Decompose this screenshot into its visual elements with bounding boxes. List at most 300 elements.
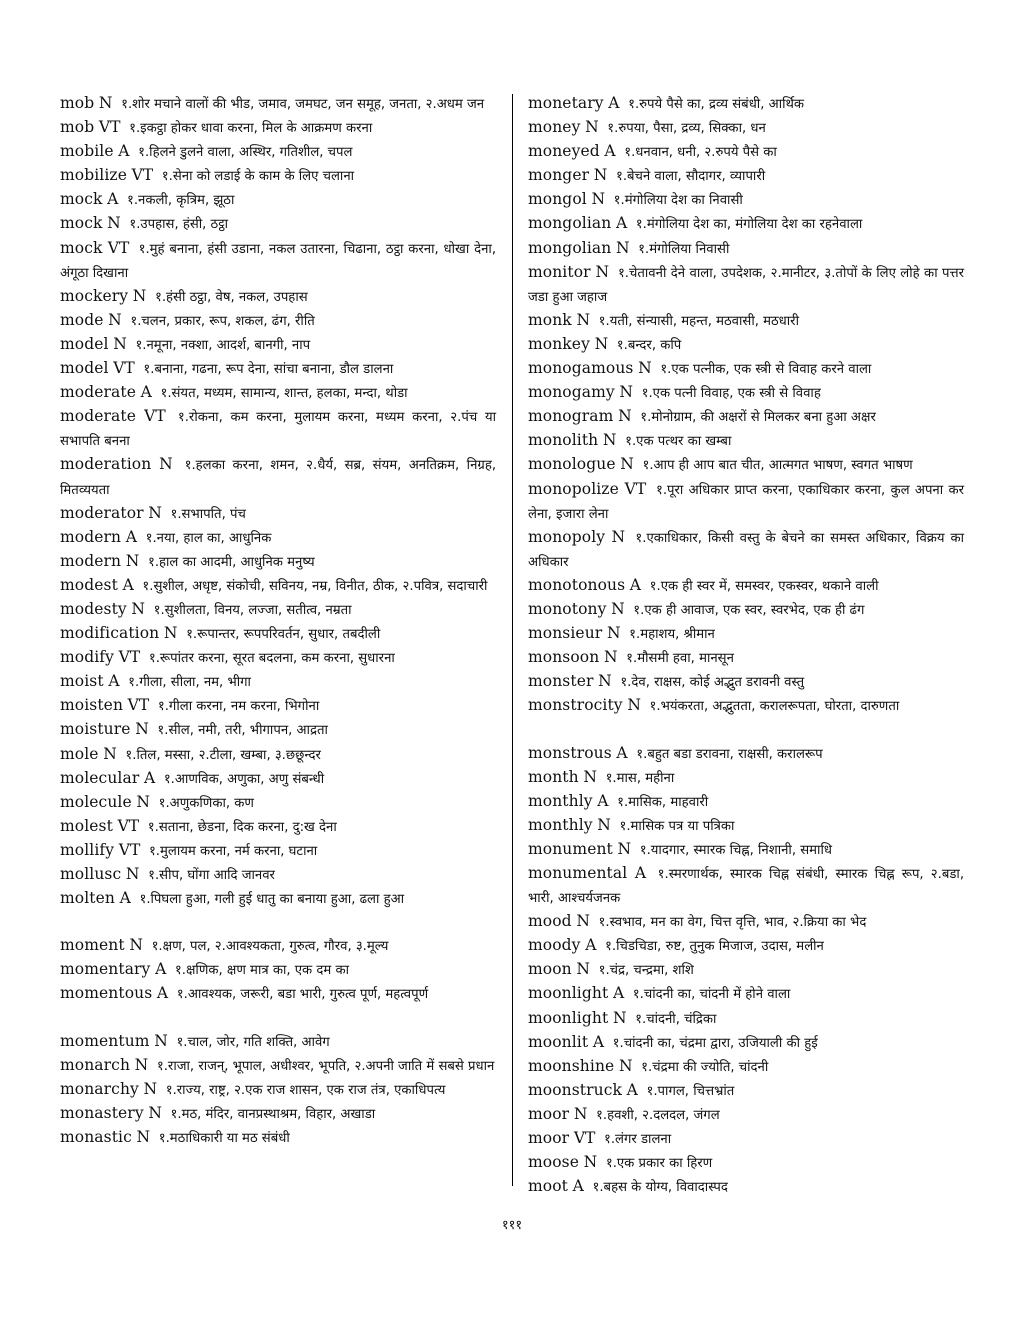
part-of-speech: N — [576, 912, 590, 931]
dictionary-entry — [60, 285, 496, 309]
definition: १.मासिक पत्र या पत्रिका — [619, 818, 735, 834]
headword: molten — [60, 889, 115, 908]
definition: १.चलन, प्रकार, रूप, शकल, ढंग, रीति — [130, 313, 315, 329]
dictionary-entry — [528, 309, 964, 333]
part-of-speech: A — [156, 984, 169, 1003]
part-of-speech: N — [618, 1056, 633, 1075]
headword: mobile — [60, 142, 114, 161]
headword: moor — [528, 1129, 570, 1148]
headword: moon — [528, 960, 572, 979]
dictionary-entry — [60, 718, 496, 742]
definition: १.स्मरणार्थक, स्मारक चिह्न संबंधी, स्मारक चिह्न रूप, २.बडा, भारी, आश्चर्यजनक — [528, 867, 965, 907]
part-of-speech: N — [611, 527, 626, 546]
part-of-speech: A — [108, 672, 120, 691]
part-of-speech: N — [611, 599, 625, 618]
definition: १.आवश्यक, जरूरी, बडा भारी, गुरुत्व पूर्ण, महत्वपूर्ण — [176, 987, 429, 1003]
definition: १.मठाधिकारी या मठ संबंधी — [158, 1131, 290, 1147]
definition: १.राजा, राजन्, भूपाल, अधीश्वर, भूपति, २.अपनी जाति में सबसे प्रधान — [156, 1058, 495, 1074]
part-of-speech: N — [143, 1079, 158, 1098]
part-of-speech: N — [594, 334, 609, 353]
headword: model — [60, 334, 109, 353]
part-of-speech: N — [593, 166, 608, 185]
headword: moderator — [60, 503, 144, 522]
dictionary-entry — [60, 381, 496, 405]
part-of-speech: VT — [144, 407, 166, 426]
part-of-speech: N — [617, 839, 632, 858]
headword: moonlit — [528, 1032, 589, 1051]
definition: १.एक प्रकार का हिरण — [605, 1156, 713, 1172]
dictionary-entry — [528, 1127, 964, 1151]
dictionary-entry — [528, 237, 964, 261]
dictionary-entry — [528, 1175, 964, 1199]
dictionary-entry — [60, 453, 496, 501]
definition: १.पागल, चित्तभ्रांत — [646, 1083, 735, 1099]
dictionary-entry — [60, 743, 496, 767]
headword: monolith — [528, 431, 599, 450]
dictionary-entry — [528, 694, 964, 718]
dictionary-entry — [60, 526, 496, 550]
definition: १.स्वभाव, मन का वेग, चित्त वृत्ति, भाव, २.क्रिया का भेद — [598, 915, 867, 931]
headword: monastic — [60, 1128, 132, 1147]
headword: moment — [60, 936, 125, 955]
headword: moneyed — [528, 142, 600, 161]
part-of-speech: N — [615, 238, 630, 257]
definition: १.एक पत्नीक, एक स्त्री से विवाह करने वाला — [660, 362, 872, 378]
dictionary-entry — [60, 622, 496, 646]
headword: money — [528, 118, 581, 137]
dictionary-entry — [528, 453, 964, 477]
headword: monetary — [528, 94, 604, 112]
dictionary-entry — [60, 188, 496, 212]
part-of-speech: A — [616, 743, 628, 762]
headword: molecular — [60, 768, 140, 787]
definition: १.इकट्ठा होकर धावा करना, मिल के आक्रमण करना — [129, 121, 373, 137]
dictionary-entry — [528, 116, 964, 140]
definition: १.बनाना, गढना, रूप देना, सांचा बनाना, डौल डालना — [143, 362, 394, 378]
headword: modern — [60, 527, 122, 546]
definition: १.एक पत्थर का खम्बा — [625, 434, 732, 450]
dictionary-entry — [528, 526, 964, 574]
dictionary-entry — [528, 982, 964, 1006]
definition: १.मठ, मंदिर, वानप्रस्थाश्रम, विहार, अखाडा — [170, 1106, 376, 1122]
definition: १.लंगर डालना — [604, 1132, 672, 1148]
definition: १.चांदनी, चंद्रिका — [635, 1011, 717, 1027]
dictionary-entry — [60, 982, 496, 1006]
dictionary-entry — [528, 261, 964, 309]
part-of-speech: VT — [113, 359, 135, 378]
headword: monument — [528, 839, 613, 858]
definition: १.गीला करना, नम करना, भिगोना — [157, 699, 320, 715]
dictionary-entry — [528, 742, 964, 766]
headword: monogram — [528, 407, 614, 426]
part-of-speech: A — [155, 960, 167, 979]
definition: १.मासिक, माहवारी — [617, 794, 709, 810]
part-of-speech: VT — [118, 648, 141, 667]
dictionary-entry — [528, 478, 964, 526]
dictionary-entry — [60, 934, 496, 958]
dictionary-entry — [528, 790, 964, 814]
headword: monopolize — [528, 479, 619, 498]
headword: molecule — [60, 792, 132, 811]
headword: mongolian — [528, 214, 612, 233]
part-of-speech: N — [103, 744, 117, 763]
headword: moose — [528, 1153, 579, 1172]
definition: १.मंगोलिया देश का निवासी — [613, 193, 743, 209]
dictionary-entry — [528, 646, 964, 670]
headword: molest — [60, 816, 113, 835]
definition: १.मंगोलिया निवासी — [638, 241, 730, 257]
dictionary-entry — [60, 92, 496, 116]
definition: १.हवशी, २.दलदल, जंगल — [596, 1107, 720, 1123]
part-of-speech: A — [604, 142, 616, 161]
definition: १.मुहं बनाना, हंसी उडाना, नकल उतारना, चिढाना, ठट्ठा करना, धोखा देना, अंगूठा दिखाना — [60, 241, 497, 281]
dictionary-entry — [60, 958, 496, 982]
dictionary-entry — [528, 838, 964, 862]
dictionary-entry — [528, 1031, 964, 1055]
definition: १.गीला, सीला, नम, भीगा — [128, 675, 251, 691]
definition: १.संयत, मध्यम, सामान्य, शान्त, हलका, मन्दा, थोडा — [160, 386, 408, 402]
headword: monumental — [528, 864, 628, 882]
headword: moor — [528, 1104, 570, 1123]
headword: modesty — [60, 599, 127, 618]
definition: १.चाल, जोर, गति शक्ति, आवेग — [176, 1034, 330, 1050]
part-of-speech: N — [107, 214, 121, 233]
part-of-speech: N — [603, 648, 618, 667]
part-of-speech: A — [140, 383, 152, 402]
dictionary-entry — [528, 357, 964, 381]
headword: mobilize — [60, 166, 127, 185]
part-of-speech: A — [118, 142, 130, 161]
headword: monster — [528, 672, 594, 691]
headword: monsieur — [528, 624, 603, 643]
definition: १.आप ही आप बात चीत, आत्मगत भाषण, स्वगत भाषण — [642, 458, 913, 474]
headword: mongol — [528, 190, 587, 209]
headword: monogamous — [528, 359, 634, 378]
headword: model — [60, 359, 109, 378]
headword: mollify — [60, 840, 115, 859]
headword: monstrous — [528, 743, 612, 762]
part-of-speech: VT — [127, 696, 150, 715]
definition: १.सुशील, अधृष्ट, संकोची, सविनय, नम्र, विनीत, ठीक, २.पवित्र, सदाचारी — [142, 578, 488, 594]
definition: १.चांदनी का, चंद्रमा द्वारा, उजियाली की हुई — [612, 1035, 818, 1051]
dictionary-entry — [528, 164, 964, 188]
headword: mongolian — [528, 238, 612, 257]
dictionary-entry — [60, 887, 496, 911]
headword: moonlight — [528, 984, 609, 1003]
dictionary-entry — [60, 116, 496, 140]
definition: १.क्षणिक, क्षण मात्र का, एक दम का — [174, 963, 349, 979]
part-of-speech: N — [154, 1031, 168, 1050]
part-of-speech: N — [595, 262, 610, 281]
page-number: १११ — [501, 1218, 523, 1233]
dictionary-entry — [60, 863, 496, 887]
definition: १.चेतावनी देने वाला, उपदेशक, २.मानीटर, ३.तोपों के लिए लोहे का पत्तर जडा हुआ जहाज — [528, 265, 965, 305]
headword: momentary — [60, 960, 151, 979]
definition: १.सभापति, पंच — [170, 506, 246, 522]
dictionary-entry — [528, 140, 964, 164]
headword: momentum — [60, 1031, 150, 1050]
definition: १.शोर मचाने वालों की भीड, जमाव, जमघट, जन समूह, जनता, २.अधम जन — [121, 97, 485, 112]
part-of-speech: VT — [107, 238, 130, 257]
part-of-speech: VT — [118, 840, 141, 859]
part-of-speech: N — [619, 383, 633, 402]
part-of-speech: A — [626, 1080, 638, 1099]
headword: mock — [60, 238, 103, 257]
dictionary-entry — [528, 574, 964, 598]
definition: १.पिघला हुआ, गली हुई धातु का बनाया हुआ, ढला हुआ — [139, 892, 405, 908]
dictionary-entry — [60, 550, 496, 574]
part-of-speech: N — [131, 599, 145, 618]
definition: १.नकली, कृत्रिम, झूठा — [127, 193, 235, 209]
headword: moderate — [60, 407, 136, 426]
definition: १.मुलायम करना, नर्म करना, घटाना — [148, 843, 318, 859]
headword: monk — [528, 310, 572, 329]
definition: १.सील, नमी, तरी, भीगापन, आद्रता — [157, 723, 328, 739]
headword: moot — [528, 1177, 568, 1196]
definition: १.धनवान, धनी, २.रुपये पैसे का — [624, 145, 777, 161]
headword: mockery — [60, 286, 129, 305]
headword: modest — [60, 575, 118, 594]
part-of-speech: N — [612, 1008, 627, 1027]
headword: monologue — [528, 455, 616, 474]
part-of-speech: N — [125, 865, 140, 883]
definition: १.रूपांतर करना, सूरत बदलना, कम करना, सुधारना — [148, 651, 395, 667]
definition: १.बेचने वाला, सौदागर, व्यापारी — [615, 169, 766, 185]
definition: १.हिलने डुलने वाला, अस्थिर, गतिशील, चपल — [138, 145, 353, 161]
headword: monthly — [528, 791, 593, 810]
dictionary-entry — [60, 333, 496, 357]
headword: modify — [60, 648, 115, 667]
headword: moderation — [60, 455, 152, 474]
headword: mollusc — [60, 865, 122, 883]
dictionary-entry — [60, 1126, 496, 1150]
definition: १.राज्य, राष्ट्र, २.एक राज शासन, एक राज तंत्र, एकाधिपत्य — [165, 1082, 446, 1098]
dictionary-entry — [528, 934, 964, 958]
definition: १.एक ही स्वर में, समस्वर, एकस्वर, थकाने वाली — [649, 578, 879, 594]
definition: १.एकाधिकार, किसी वस्तु के बेचने का समस्त अधिकार, विक्रय का अधिकार — [528, 530, 965, 570]
part-of-speech: N — [597, 815, 611, 834]
headword: monopoly — [528, 527, 606, 546]
dictionary-entry — [528, 1103, 964, 1127]
dictionary-entry — [528, 910, 964, 934]
headword: mole — [60, 744, 99, 763]
dictionary-entry — [528, 670, 964, 694]
part-of-speech: A — [629, 575, 641, 594]
definition: १.आणविक, अणुका, अणु संबन्धी — [163, 771, 325, 787]
definition: १.देव, राक्षस, कोई अद्भुत डरावनी वस्तु — [620, 675, 805, 691]
part-of-speech: A — [615, 214, 628, 233]
part-of-speech: A — [122, 575, 134, 594]
column-divider — [512, 94, 513, 1186]
dictionary-entry — [528, 958, 964, 982]
part-of-speech: A — [125, 527, 137, 546]
headword: monastery — [60, 1103, 144, 1122]
dictionary-entry — [60, 405, 496, 453]
dictionary-entry — [60, 670, 496, 694]
part-of-speech: VT — [117, 816, 140, 835]
definition: १.हंसी ठट्ठा, वेष, नकल, उपहास — [155, 289, 308, 305]
left-column — [60, 92, 496, 1150]
definition: १.हलका करना, शमन, २.धैर्य, सब्र, संयम, अनतिक्रम, निग्रह, मितव्ययता — [60, 458, 497, 498]
part-of-speech: N — [573, 1104, 588, 1123]
dictionary-entry — [60, 237, 496, 285]
dictionary-entry — [60, 791, 496, 815]
headword: monogamy — [528, 383, 615, 402]
part-of-speech: N — [583, 1153, 598, 1172]
dictionary-entry — [528, 188, 964, 212]
entry-gap — [528, 718, 964, 741]
dictionary-entry — [60, 212, 496, 236]
part-of-speech: A — [585, 936, 597, 955]
part-of-speech: N — [108, 310, 122, 329]
definition: १.क्षण, पल, २.आवश्यकता, गुरुत्व, गौरव, ३.मूल्य — [151, 939, 389, 955]
part-of-speech: VT — [573, 1129, 596, 1148]
dictionary-entry — [528, 622, 964, 646]
part-of-speech: N — [129, 936, 143, 955]
dictionary-entry — [60, 694, 496, 718]
dictionary-entry — [528, 598, 964, 622]
definition: १.यादगार, स्मारक चिह्न, निशानी, समाधि — [639, 842, 832, 858]
headword: modern — [60, 551, 122, 570]
definition: १.रुपये पैसे का, द्रव्य संबंधी, आर्थिक — [628, 97, 805, 112]
part-of-speech: N — [136, 792, 150, 811]
dictionary-entry — [528, 766, 964, 790]
headword: monthly — [528, 815, 593, 834]
definition: १.मोनोग्राम, की अक्षरों से मिलकर बना हुआ अक्षर — [640, 410, 876, 426]
dictionary-entry — [528, 1007, 964, 1031]
dictionary-entry — [60, 1102, 496, 1126]
dictionary-entry — [528, 333, 964, 357]
headword: monarch — [60, 1055, 131, 1074]
dictionary-entry — [60, 815, 496, 839]
headword: mock — [60, 214, 103, 233]
definition: १.महाशय, श्रीमान — [629, 627, 715, 643]
dictionary-entry — [528, 92, 964, 116]
headword: moisture — [60, 720, 131, 739]
definition: १.मौसमी हवा, मानसून — [626, 651, 734, 667]
dictionary-entry — [60, 502, 496, 526]
dictionary-entry — [60, 1078, 496, 1102]
definition: १.चिडचिडा, रुष्ट, तुनुक मिजाज, उदास, मलीन — [605, 939, 824, 955]
definition: १.एक ही आवाज, एक स्वर, स्वरभेद, एक ही ढंग — [633, 602, 865, 618]
definition: १.रुपया, पैसा, द्रव्य, सिक्का, धन — [607, 121, 766, 137]
definition: १.रूपान्तर, रूपपरिवर्तन, सुधार, तबदीली — [186, 627, 381, 643]
definition: १.सुशीलता, विनय, लज्जा, सतीत्व, नम्रता — [153, 602, 352, 618]
definition: १.बहस के योग्य, विवादास्पद — [592, 1180, 728, 1196]
definition: १.मंगोलिया देश का, मंगोलिया देश का रहनेवाला — [635, 217, 863, 233]
definition: १.अणुकणिका, कण — [158, 795, 254, 811]
part-of-speech: N — [627, 696, 641, 715]
part-of-speech: A — [143, 768, 156, 787]
headword: mob — [60, 118, 95, 137]
headword: moonshine — [528, 1056, 615, 1075]
definition: १.चांदनी का, चांदनी में होने वाला — [632, 987, 791, 1003]
headword: monarchy — [60, 1079, 139, 1098]
definition: १.चंद्र, चन्द्रमा, शशि — [598, 963, 694, 979]
headword: mood — [528, 912, 572, 931]
headword: monstrocity — [528, 696, 623, 715]
headword: monotonous — [528, 575, 626, 594]
dictionary-entry — [528, 381, 964, 405]
definition: १.रोकना, कम करना, मुलायम करना, मध्यम करना, २.पंच या सभापति बनना — [60, 410, 497, 450]
part-of-speech: N — [136, 1128, 151, 1147]
definition: १.नया, हाल का, आधुनिक — [145, 530, 272, 546]
definition: १.भयंकरता, अद्भुतता, करालरूपता, घोरता, दारुणता — [649, 699, 900, 715]
headword: moonstruck — [528, 1080, 622, 1099]
part-of-speech: VT — [131, 166, 154, 185]
definition: १.बन्दर, कपि — [616, 337, 682, 353]
part-of-speech: N — [591, 190, 606, 209]
dictionary-entry — [528, 405, 964, 429]
part-of-speech: N — [638, 359, 652, 378]
headword: mob — [60, 94, 95, 112]
definition: १.एक पत्नी विवाह, एक स्त्री से विवाह — [641, 386, 821, 402]
definition: १.सताना, छेडना, दिक करना, दु:ख देना — [147, 819, 337, 835]
part-of-speech: N — [598, 672, 612, 691]
headword: mode — [60, 310, 104, 329]
headword: moderate — [60, 383, 136, 402]
headword: moody — [528, 936, 581, 955]
headword: monsoon — [528, 648, 600, 667]
headword: monotony — [528, 599, 607, 618]
definition: १.सेना को लडाई के काम के लिए चलाना — [161, 169, 355, 185]
part-of-speech: VT — [98, 118, 121, 137]
part-of-speech: N — [98, 94, 113, 112]
part-of-speech: N — [576, 310, 591, 329]
part-of-speech: N — [606, 624, 621, 643]
dictionary-entry — [60, 309, 496, 333]
headword: monitor — [528, 262, 591, 281]
dictionary-entry — [60, 1054, 496, 1078]
dictionary-entry — [60, 839, 496, 863]
dictionary-entry — [60, 574, 496, 598]
part-of-speech: N — [134, 1055, 149, 1074]
definition: १.चंद्रमा की ज्योति, चांदनी — [641, 1059, 769, 1075]
dictionary-entry — [60, 164, 496, 188]
definition: १.बहुत बडा डरावना, राक्षसी, करालरूप — [636, 746, 823, 762]
dictionary-entry — [60, 646, 496, 670]
dictionary-entry — [528, 1055, 964, 1079]
dictionary-entry — [528, 862, 964, 910]
part-of-speech: A — [592, 1032, 605, 1051]
dictionary-entry — [528, 814, 964, 838]
part-of-speech: A — [572, 1177, 584, 1196]
dictionary-entry — [60, 598, 496, 622]
part-of-speech: N — [132, 286, 147, 305]
dictionary-entry — [528, 212, 964, 236]
part-of-speech: A — [107, 190, 119, 209]
part-of-speech: N — [148, 503, 162, 522]
part-of-speech: N — [585, 118, 599, 137]
headword: monger — [528, 166, 590, 185]
definition: १.तिल, मस्सा, २.टीला, खम्बा, ३.छछून्दर — [125, 747, 321, 763]
dictionary-entry — [60, 1030, 496, 1054]
dictionary-entry — [60, 767, 496, 791]
right-column — [528, 92, 964, 1199]
part-of-speech: N — [602, 431, 617, 450]
dictionary-entry — [528, 1079, 964, 1103]
part-of-speech: A — [634, 864, 647, 882]
part-of-speech: N — [113, 334, 127, 353]
headword: monkey — [528, 334, 590, 353]
dictionary-entry — [60, 140, 496, 164]
part-of-speech: N — [576, 960, 590, 979]
definition: १.मास, महीना — [605, 770, 675, 786]
definition: १.पूरा अधिकार प्राप्त करना, एकाधिकार करना, कुल अपना कर लेना, इजारा लेना — [528, 482, 965, 522]
entry-gap — [60, 1007, 496, 1030]
headword: moonlight — [528, 1008, 609, 1027]
part-of-speech: N — [148, 1103, 162, 1122]
